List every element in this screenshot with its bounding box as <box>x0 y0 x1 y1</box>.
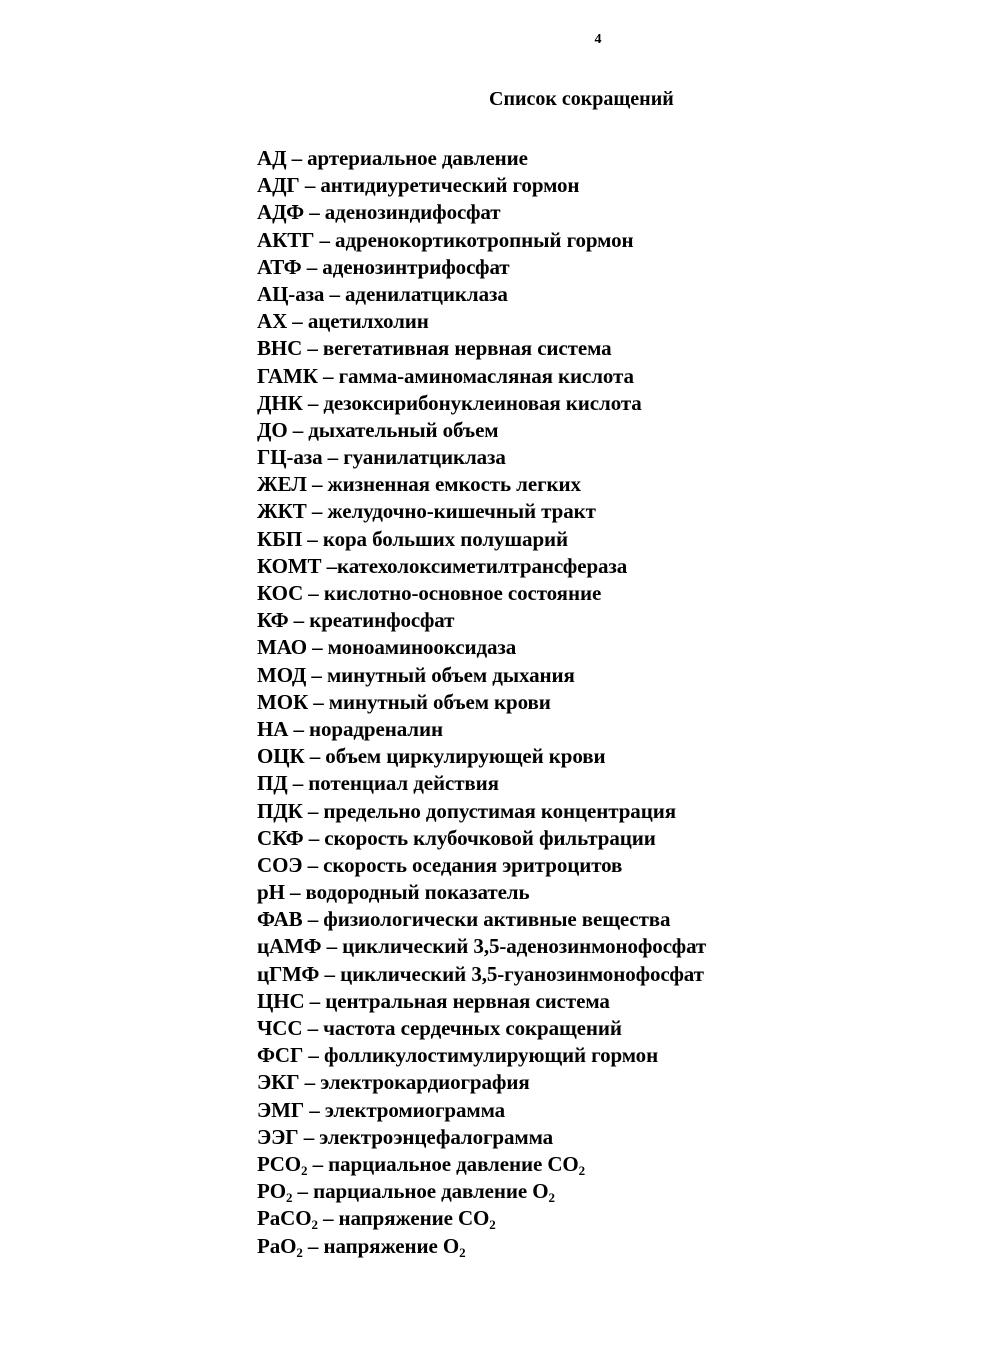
abbreviation-item: СКФ – скорость клубочковой фильтрации <box>257 825 656 850</box>
abbreviation-item: АДГ – антидиуретический гормон <box>257 173 580 198</box>
subscript: 2 <box>311 1217 318 1233</box>
abbreviation-item: МОК – минутный объем крови <box>257 689 551 714</box>
page-title: Список сокращений <box>489 88 674 110</box>
abbreviation-text: PO <box>257 1179 286 1204</box>
abbreviation-item: ВНС – вегетативная нервная система <box>257 336 612 361</box>
abbreviation-item <box>257 1151 706 1178</box>
subscript: 2 <box>459 1244 466 1260</box>
subscript: 2 <box>578 1162 586 1178</box>
abbreviation-item: ЖКТ – желудочно-кишечный тракт <box>257 499 596 524</box>
abbreviation-item: АД – артериальное давление <box>257 146 528 170</box>
abbreviation-item: СОЭ – скорость оседания эритроцитов <box>257 852 623 877</box>
abbreviation-item: ГЦ-аза – гуанилатциклаза <box>257 445 506 470</box>
abbreviation-text: PCO <box>257 1151 302 1176</box>
abbreviation-item: АЦ-аза – аденилатциклаза <box>257 281 508 306</box>
abbreviation-item: ЦНС – центральная нервная система <box>257 988 610 1013</box>
abbreviation-text: – напряжение CO <box>317 1206 490 1231</box>
abbreviation-item: ФСГ – фолликулостимулирующий гормон <box>257 1043 659 1068</box>
abbreviation-item: КОС – кислотно-основное состояние <box>257 581 602 605</box>
subscript: 2 <box>285 1190 293 1206</box>
abbreviation-item: ОЦК – объем циркулирующей крови <box>257 744 606 769</box>
subscript: 2 <box>548 1190 555 1206</box>
abbreviation-item: КОМТ –катехолоксиметилтрансфераза <box>257 553 628 578</box>
abbreviation-item: цГМФ – циклический 3,5-гуанозинмонофосфат <box>257 961 704 986</box>
subscript: 2 <box>489 1217 496 1233</box>
subscript: 2 <box>301 1162 308 1178</box>
abbreviation-item: ЧСС – частота сердечных сокращений <box>257 1016 622 1040</box>
abbreviation-item <box>257 1178 706 1205</box>
abbreviation-item: ЭЭГ – электроэнцефалограмма <box>257 1124 554 1149</box>
abbreviation-item: ДО – дыхательный объем <box>257 417 499 442</box>
abbreviation-text: – парциальное давление O <box>292 1179 549 1204</box>
abbreviation-text: PaO <box>257 1233 297 1258</box>
abbreviation-item: ПД – потенциал действия <box>257 771 499 796</box>
abbreviation-item: ФАВ – физиологически активные вещества <box>257 907 671 932</box>
abbreviation-item: ЭМГ – электромиограмма <box>257 1097 506 1122</box>
abbreviation-item: ПДК – предельно допустимая концентрация <box>257 798 676 823</box>
abbreviation-item: АДФ – аденозиндифосфат <box>257 200 501 225</box>
abbreviation-item: ЖЕЛ – жизненная емкость легких <box>257 472 581 497</box>
abbreviation-list <box>257 145 706 1260</box>
abbreviation-item: МАО – моноаминооксидаза <box>257 635 517 660</box>
abbreviation-text: PaCO <box>257 1206 312 1231</box>
abbreviation-item: ГАМК – гамма-аминомасляная кислота <box>257 363 634 388</box>
abbreviation-item <box>257 1205 706 1232</box>
abbreviation-item: МОД – минутный объем дыхания <box>257 662 575 687</box>
abbreviation-item: ЭКГ – электрокардиография <box>257 1070 530 1095</box>
abbreviation-item: АТФ – аденозинтрифосфат <box>257 254 510 279</box>
abbreviation-item <box>257 1233 706 1260</box>
abbreviation-text: – напряжение O <box>302 1233 460 1258</box>
abbreviation-item: pH – водородный показатель <box>257 880 530 905</box>
page-number: 4 <box>594 32 602 47</box>
abbreviation-item: цАМФ – циклический 3,5-аденозинмонофосфат <box>257 934 707 959</box>
abbreviation-item: АКТГ – адренокортикотропный гормон <box>257 227 634 252</box>
abbreviation-item: КФ – креатинфосфат <box>257 608 455 633</box>
abbreviation-text: – парциальное давление CO <box>307 1151 579 1176</box>
abbreviation-item: НА – норадреналин <box>257 716 443 741</box>
abbreviation-item: ДНК – дезоксирибонуклеиновая кислота <box>257 390 642 415</box>
abbreviation-item: АХ – ацетилхолин <box>257 309 429 334</box>
subscript: 2 <box>296 1244 303 1260</box>
abbreviation-item: КБП – кора больших полушарий <box>257 526 569 551</box>
